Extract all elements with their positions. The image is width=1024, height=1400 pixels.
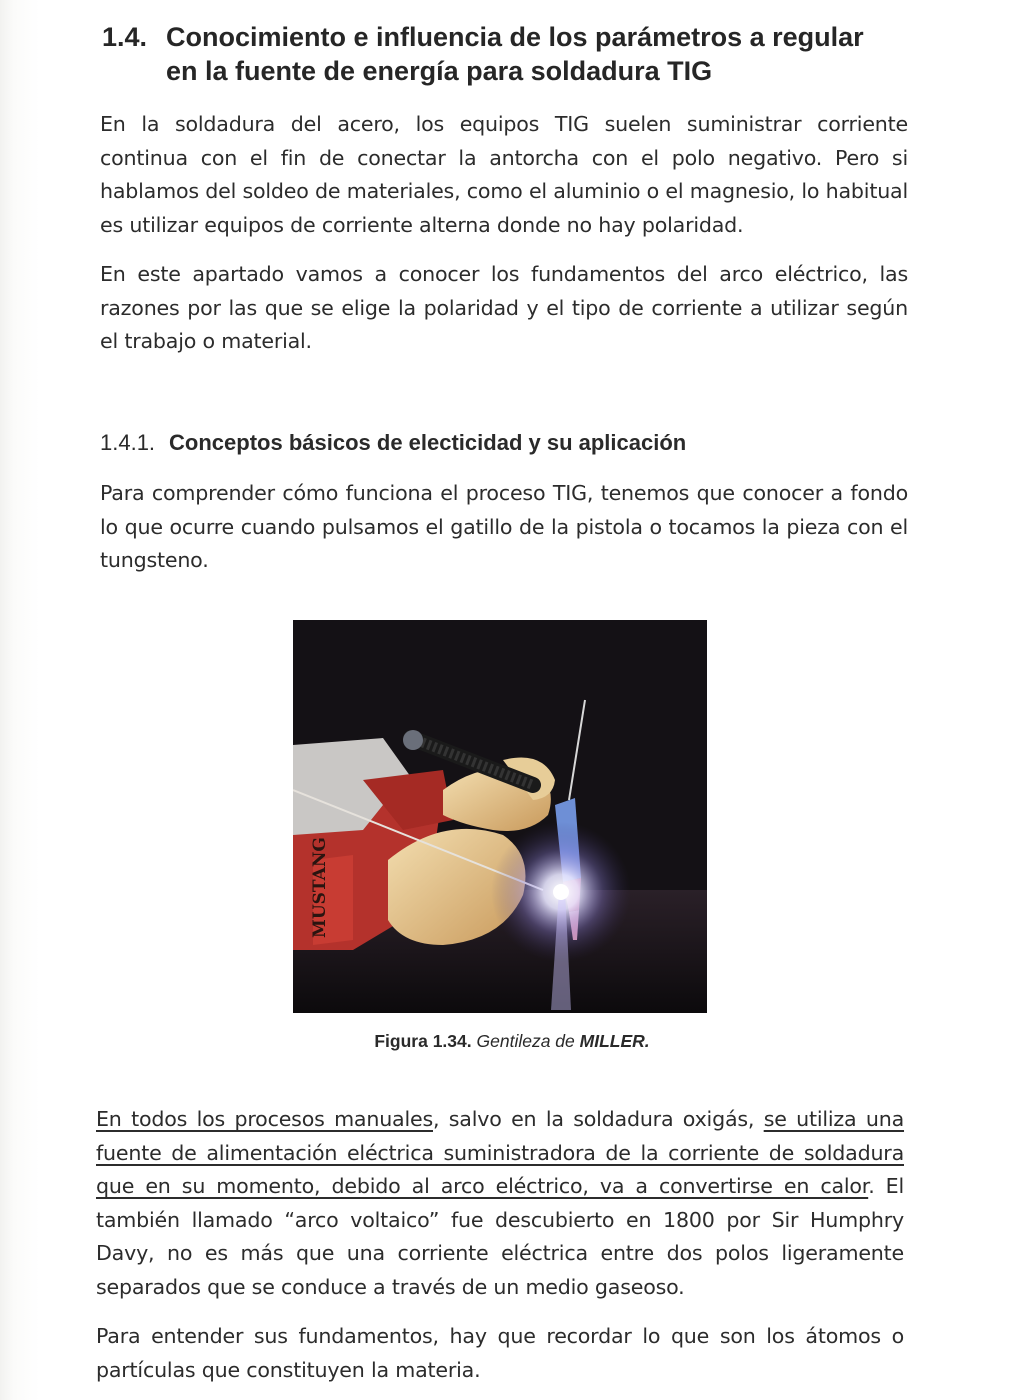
paragraph-3: Para comprender cómo funciona el proceso TIG, tenemos que conocer a fondo lo que ocurre cuando pulsamos el gatillo de la pistola o tocamos la pieza con el tungsteno.: [100, 481, 908, 572]
paragraph-2: En este apartado vamos a conocer los fundamentos del arco eléctrico, las razones por las que se elige la polaridad y el tipo de corriente a utilizar según el trabajo o material.: [100, 262, 908, 353]
section-title: Conocimiento e influencia de los parámetros a regular en la fuente de energía para soldadura TIG: [166, 22, 864, 86]
plain-phrase-1: , salvo en la soldadura oxigás,: [433, 1107, 764, 1131]
plain-phrase-2: . El también llamado “arco voltaico” fue descubierto en 1800 por Sir Humphry Davy, no es más que una corriente eléctrica entre dos polos ligeramente separados que se conduce a través de un medio gaseoso.: [96, 1174, 905, 1299]
paragraph-4: [96, 1103, 904, 1304]
underlined-phrase-1: En todos los procesos manuales: [96, 1107, 433, 1131]
caption-label: Figura 1.34.: [374, 1031, 472, 1051]
caption-brand: MILLER.: [579, 1031, 650, 1051]
glove-brand-text: MUSTANG: [310, 837, 330, 938]
figure-photo: [293, 620, 707, 1013]
paragraph-1: En la soldadura del acero, los equipos TIG suelen suministrar corriente continua con el fin de conectar la antorcha con el polo negativo. Pero si hablamos del soldeo de materiales, como el aluminio o el magnesio, lo habitual es utilizar equipos de corriente alterna donde no hay polaridad.: [100, 112, 908, 237]
subsection-number: 1.4.1.: [100, 430, 156, 455]
figure-caption: [0, 1031, 1024, 1052]
caption-credit: Gentileza de: [476, 1031, 575, 1051]
underlined-phrase-2: se utiliza una fuente de alimentación eléctrica suministradora de la corriente de soldadura que en su momento, debido al arco eléctrico, va a convertirse en calor: [96, 1107, 905, 1198]
tig-welding-photo: [293, 620, 707, 1013]
section-number: 1.4.: [102, 22, 148, 52]
subsection-heading: [100, 427, 908, 459]
subsection-title: Conceptos básicos de electicidad y su aplicación: [169, 430, 687, 455]
paragraph-5: Para entender sus fundamentos, hay que recordar lo que son los átomos o partículas que constituyen la materia.: [96, 1324, 904, 1382]
